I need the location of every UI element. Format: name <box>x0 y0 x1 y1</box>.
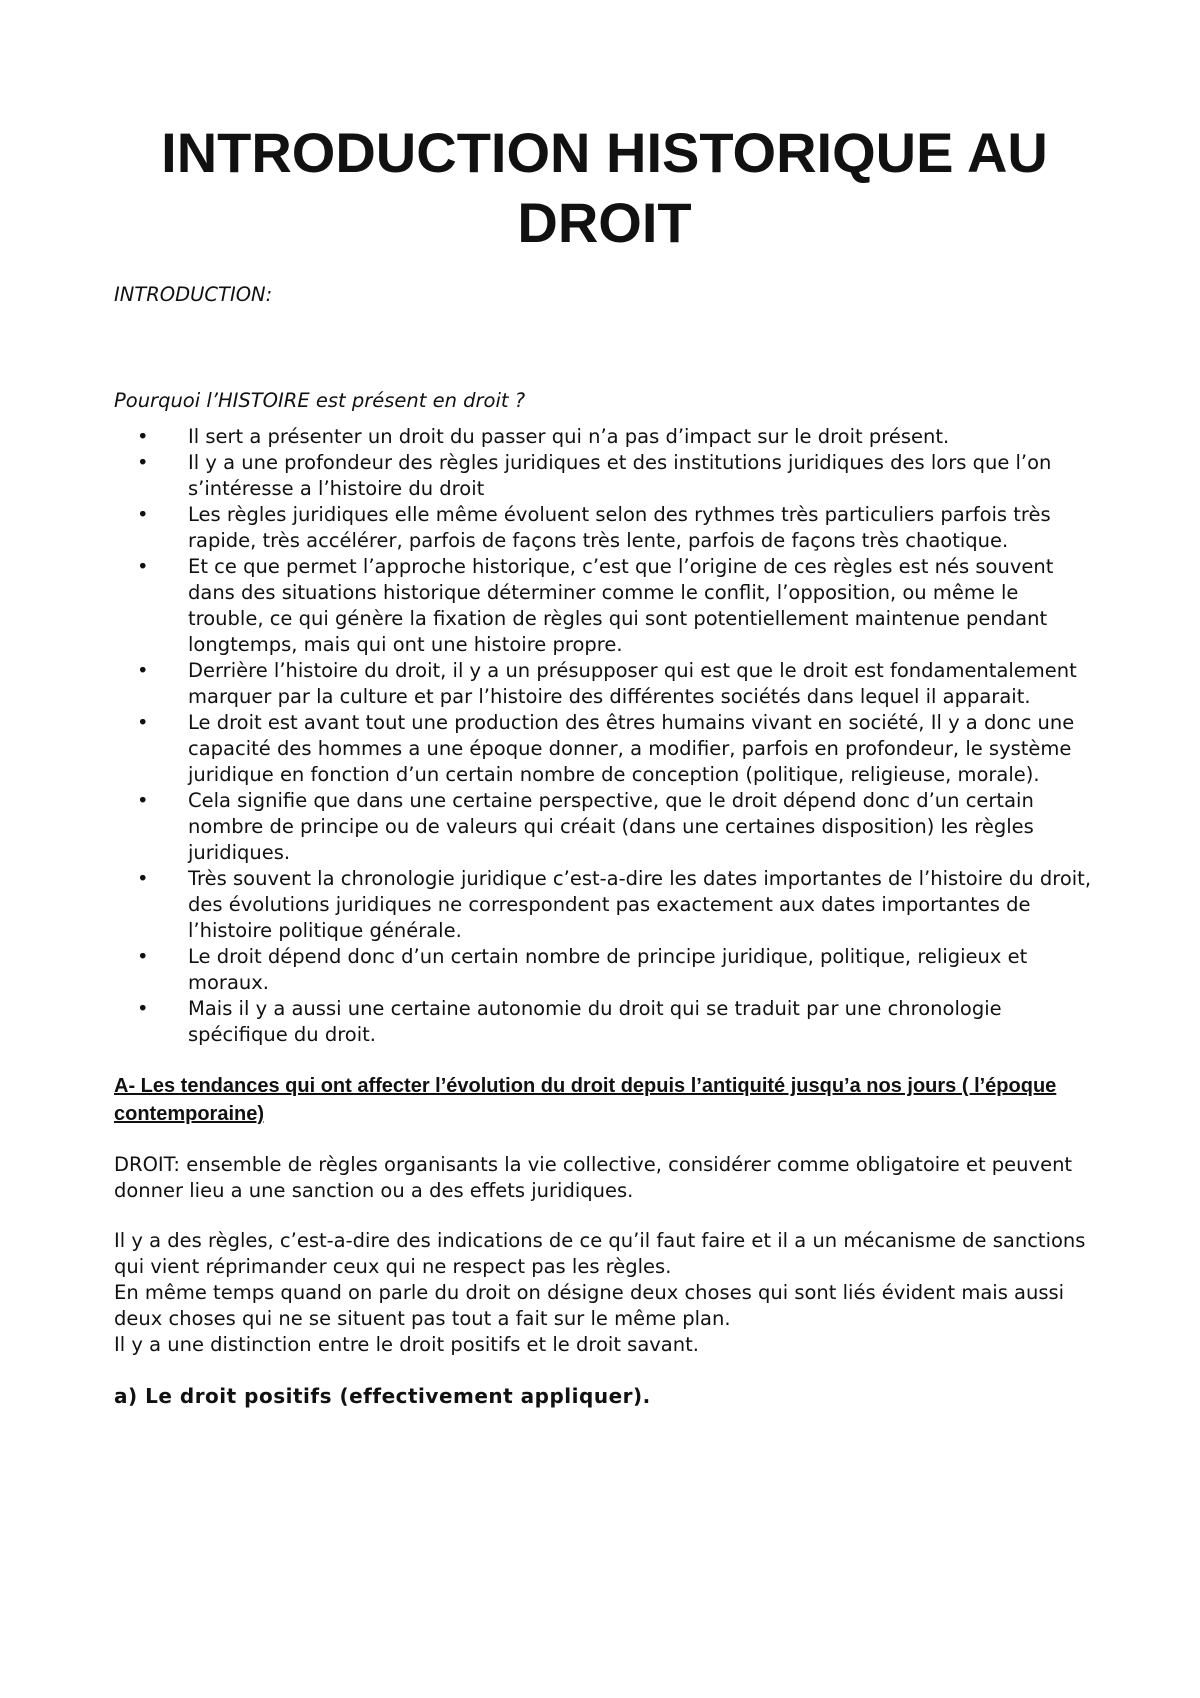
list-item-text: Et ce que permet l’approche historique, c’est que l’origine de ces règles est nés souvent dans des situations historique déterminer comme le conflit, l’opposition, ou même le trouble, ce qui génère la fixation de règles qui sont potentiellement maintenue pendant longtemps, mais qui ont une histoire propre. <box>188 555 1054 656</box>
list-item <box>114 788 1095 866</box>
list-item <box>114 554 1095 658</box>
question-heading: Pourquoi l’HISTOIRE est présent en droit ? <box>114 389 526 412</box>
list-item <box>114 450 1095 502</box>
bullet-glyph: • <box>137 555 149 578</box>
bullet-glyph: • <box>137 659 149 682</box>
bullet-glyph: • <box>137 945 149 968</box>
sub-heading-positive-law: a) Le droit positifs (effectivement appliquer). <box>114 1384 651 1408</box>
list-item <box>114 502 1095 554</box>
bullet-glyph: • <box>137 425 149 448</box>
definition-paragraph: DROIT: ensemble de règles organisants la vie collective, considérer comme obligatoire et peuvent donner lieu a une sanction ou a des effets juridiques. <box>114 1153 1073 1202</box>
list-item <box>114 658 1095 710</box>
list-item <box>114 424 1095 450</box>
bullet-glyph: • <box>137 503 149 526</box>
introduction-label: INTRODUCTION: <box>114 283 273 306</box>
list-item-text: Les règles juridiques elle même évoluent selon des rythmes très particuliers parfois très rapide, très accélérer, parfois de façons très lente, parfois de façons très chaotique. <box>188 503 1051 552</box>
bullet-glyph: • <box>137 867 149 890</box>
section-a-heading: A- Les tendances qui ont affecter l’évolution du droit depuis l’antiquité jusqu’a nos jours ( l’époque contemporaine) <box>114 1075 1057 1125</box>
list-item-text: Cela signifie que dans une certaine perspective, que le droit dépend donc d’un certain nombre de principe ou de valeurs qui créait (dans une certaines disposition) les règles juridiques. <box>188 789 1034 864</box>
list-item-text: Très souvent la chronologie juridique c’est-a-dire les dates importantes de l’histoire du droit, des évolutions juridiques ne correspondent pas exactement aux dates importantes de l’histoire politique générale. <box>188 867 1092 942</box>
list-item <box>114 944 1095 996</box>
distinction-paragraph: Il y a une distinction entre le droit positifs et le droit savant. <box>114 1333 699 1356</box>
bullet-list <box>114 424 1095 1048</box>
list-item <box>114 866 1095 944</box>
list-item-text: Le droit est avant tout une production des êtres humains vivant en société, Il y a donc une capacité des hommes a une époque donner, a modifier, parfois en profondeur, le système juridique en fonction d’un certain nombre de conception (politique, religieuse, morale). <box>188 711 1075 786</box>
list-item-text: Le droit dépend donc d’un certain nombre de principe juridique, politique, religieux et moraux. <box>188 945 1028 994</box>
list-item-text: Il sert a présenter un droit du passer qui n’a pas d’impact sur le droit présent. <box>188 425 950 448</box>
rules-paragraph: Il y a des règles, c’est-a-dire des indications de ce qu’il faut faire et il a un mécanisme de sanctions qui vient réprimander ceux qui ne respect pas les règles. <box>114 1229 1086 1278</box>
list-item-text: Derrière l’histoire du droit, il y a un présupposer qui est que le droit est fondamentalement marquer par la culture et par l’histoire des différentes sociétés dans lequel il apparait. <box>188 659 1077 708</box>
same-time-paragraph: En même temps quand on parle du droit on désigne deux choses qui sont liés évident mais aussi deux choses qui ne se situent pas tout a fait sur le même plan. <box>114 1281 1065 1330</box>
bullet-glyph: • <box>137 451 149 474</box>
bullet-glyph: • <box>137 789 149 812</box>
list-item-text: Mais il y a aussi une certaine autonomie du droit qui se traduit par une chronologie spécifique du droit. <box>188 997 1002 1046</box>
list-item <box>114 710 1095 788</box>
list-item <box>114 996 1095 1048</box>
document-title: INTRODUCTION HISTORIQUE AU DROIT <box>161 121 1048 254</box>
list-item-text: Il y a une profondeur des règles juridiques et des institutions juridiques des lors que l’on s’intéresse a l’histoire du droit <box>188 451 1052 500</box>
bullet-glyph: • <box>137 997 149 1020</box>
bullet-glyph: • <box>137 711 149 734</box>
